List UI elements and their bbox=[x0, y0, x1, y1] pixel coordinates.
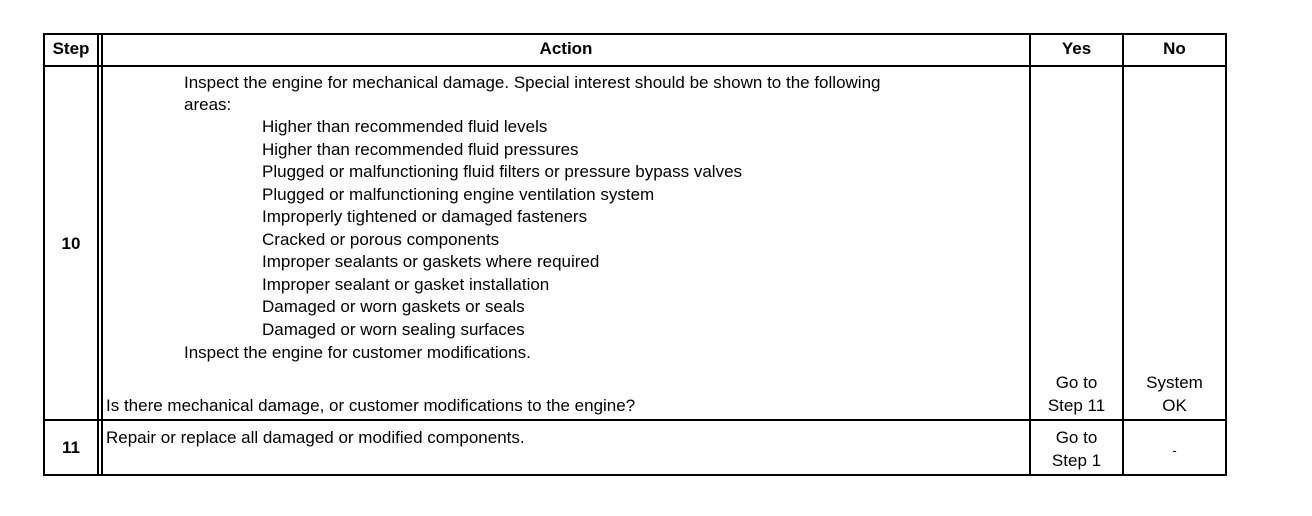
column-divider-step bbox=[97, 33, 99, 476]
row-divider bbox=[43, 419, 1227, 421]
repair-instruction: Repair or replace all damaged or modified components. bbox=[106, 428, 525, 447]
yes-action: Go to bbox=[1055, 428, 1098, 447]
no-action: - bbox=[1172, 443, 1177, 458]
question-text: Is there mechanical damage, or customer modifications to the engine? bbox=[106, 396, 636, 415]
table-border-top bbox=[43, 33, 1227, 35]
header-no: No bbox=[1163, 39, 1186, 58]
table-border-bottom bbox=[43, 474, 1227, 476]
step-number: 11 bbox=[62, 438, 80, 457]
yes-action-step: Step 1 bbox=[1051, 451, 1102, 470]
area-item: Improper sealants or gaskets where required bbox=[262, 252, 600, 271]
area-item: Improper sealant or gasket installation bbox=[262, 275, 550, 294]
area-item: Cracked or porous components bbox=[262, 230, 500, 249]
header-step: Step bbox=[52, 39, 90, 58]
header-yes: Yes bbox=[1061, 39, 1092, 58]
inspect-instruction: Inspect the engine for mechanical damage. Special interest should be shown to the following bbox=[184, 73, 881, 92]
header-divider bbox=[43, 65, 1227, 67]
customer-mod-instruction: Inspect the engine for customer modifications. bbox=[184, 343, 531, 362]
no-action: System bbox=[1146, 373, 1203, 392]
column-divider-step-double bbox=[101, 33, 103, 476]
area-item: Damaged or worn gaskets or seals bbox=[262, 297, 525, 316]
header-action: Action bbox=[539, 39, 593, 58]
inspect-instruction-cont: areas: bbox=[184, 95, 232, 114]
area-item: Higher than recommended fluid pressures bbox=[262, 140, 579, 159]
table-border-right bbox=[1225, 33, 1227, 476]
no-action-result: OK bbox=[1162, 396, 1187, 415]
step-number: 10 bbox=[61, 234, 81, 253]
area-item: Higher than recommended fluid levels bbox=[262, 117, 548, 136]
yes-action-step: Step 11 bbox=[1047, 396, 1106, 415]
area-item: Damaged or worn sealing surfaces bbox=[262, 320, 525, 339]
yes-action: Go to bbox=[1055, 373, 1098, 392]
area-item: Plugged or malfunctioning engine ventilation system bbox=[262, 185, 655, 204]
area-item: Improperly tightened or damaged fasteners bbox=[262, 207, 588, 226]
area-item: Plugged or malfunctioning fluid filters or pressure bypass valves bbox=[262, 162, 743, 181]
